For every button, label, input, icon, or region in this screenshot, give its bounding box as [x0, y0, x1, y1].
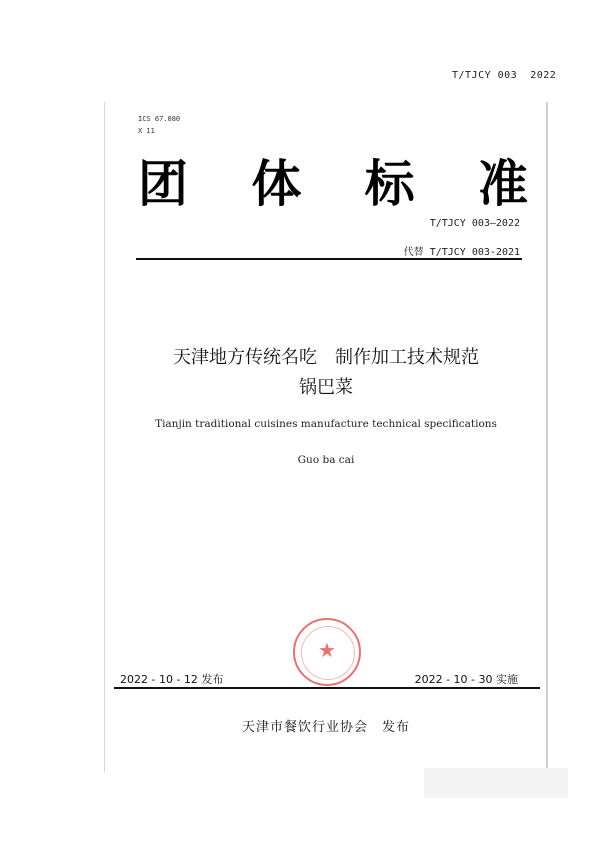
implementation-date: 2022 - 10 - 30 实施 — [414, 673, 518, 686]
standard-number: T/TJCY 003—2022 — [429, 218, 520, 229]
title-chinese-line1: 天津地方传统名吃 制作加工技术规范 — [173, 347, 479, 368]
publisher: 天津市餐饮行业协会 发布 — [241, 720, 410, 735]
ccs-code: X 11 — [138, 127, 155, 135]
scan-corner-patch — [424, 768, 568, 798]
title-char-2: 体 — [251, 154, 302, 213]
seal-star-icon: ★ — [318, 638, 336, 662]
issue-date: 2022 - 10 - 12 发布 — [120, 673, 224, 686]
scan-edge-left — [104, 102, 105, 772]
title-chinese-line2: 锅巴菜 — [299, 377, 353, 398]
official-seal-icon — [293, 618, 361, 686]
ics-code: ICS 67.080 — [138, 115, 181, 123]
top-divider — [136, 258, 522, 260]
title-char-4: 准 — [477, 154, 528, 213]
title-english-line2: Guo ba cai — [297, 454, 355, 466]
bottom-divider — [114, 687, 540, 689]
header-standard-code: T/TJCY 003 2022 — [452, 70, 557, 81]
title-char-3: 标 — [364, 154, 415, 213]
replaces-standard: 代替 T/TJCY 003-2021 — [403, 247, 520, 258]
title-english-line1: Tianjin traditional cuisines manufacture technical specifications — [155, 418, 497, 430]
scan-edge-right — [546, 102, 548, 772]
document-type-title — [138, 148, 528, 212]
classification-block — [138, 113, 180, 137]
title-char-1: 团 — [138, 154, 188, 213]
